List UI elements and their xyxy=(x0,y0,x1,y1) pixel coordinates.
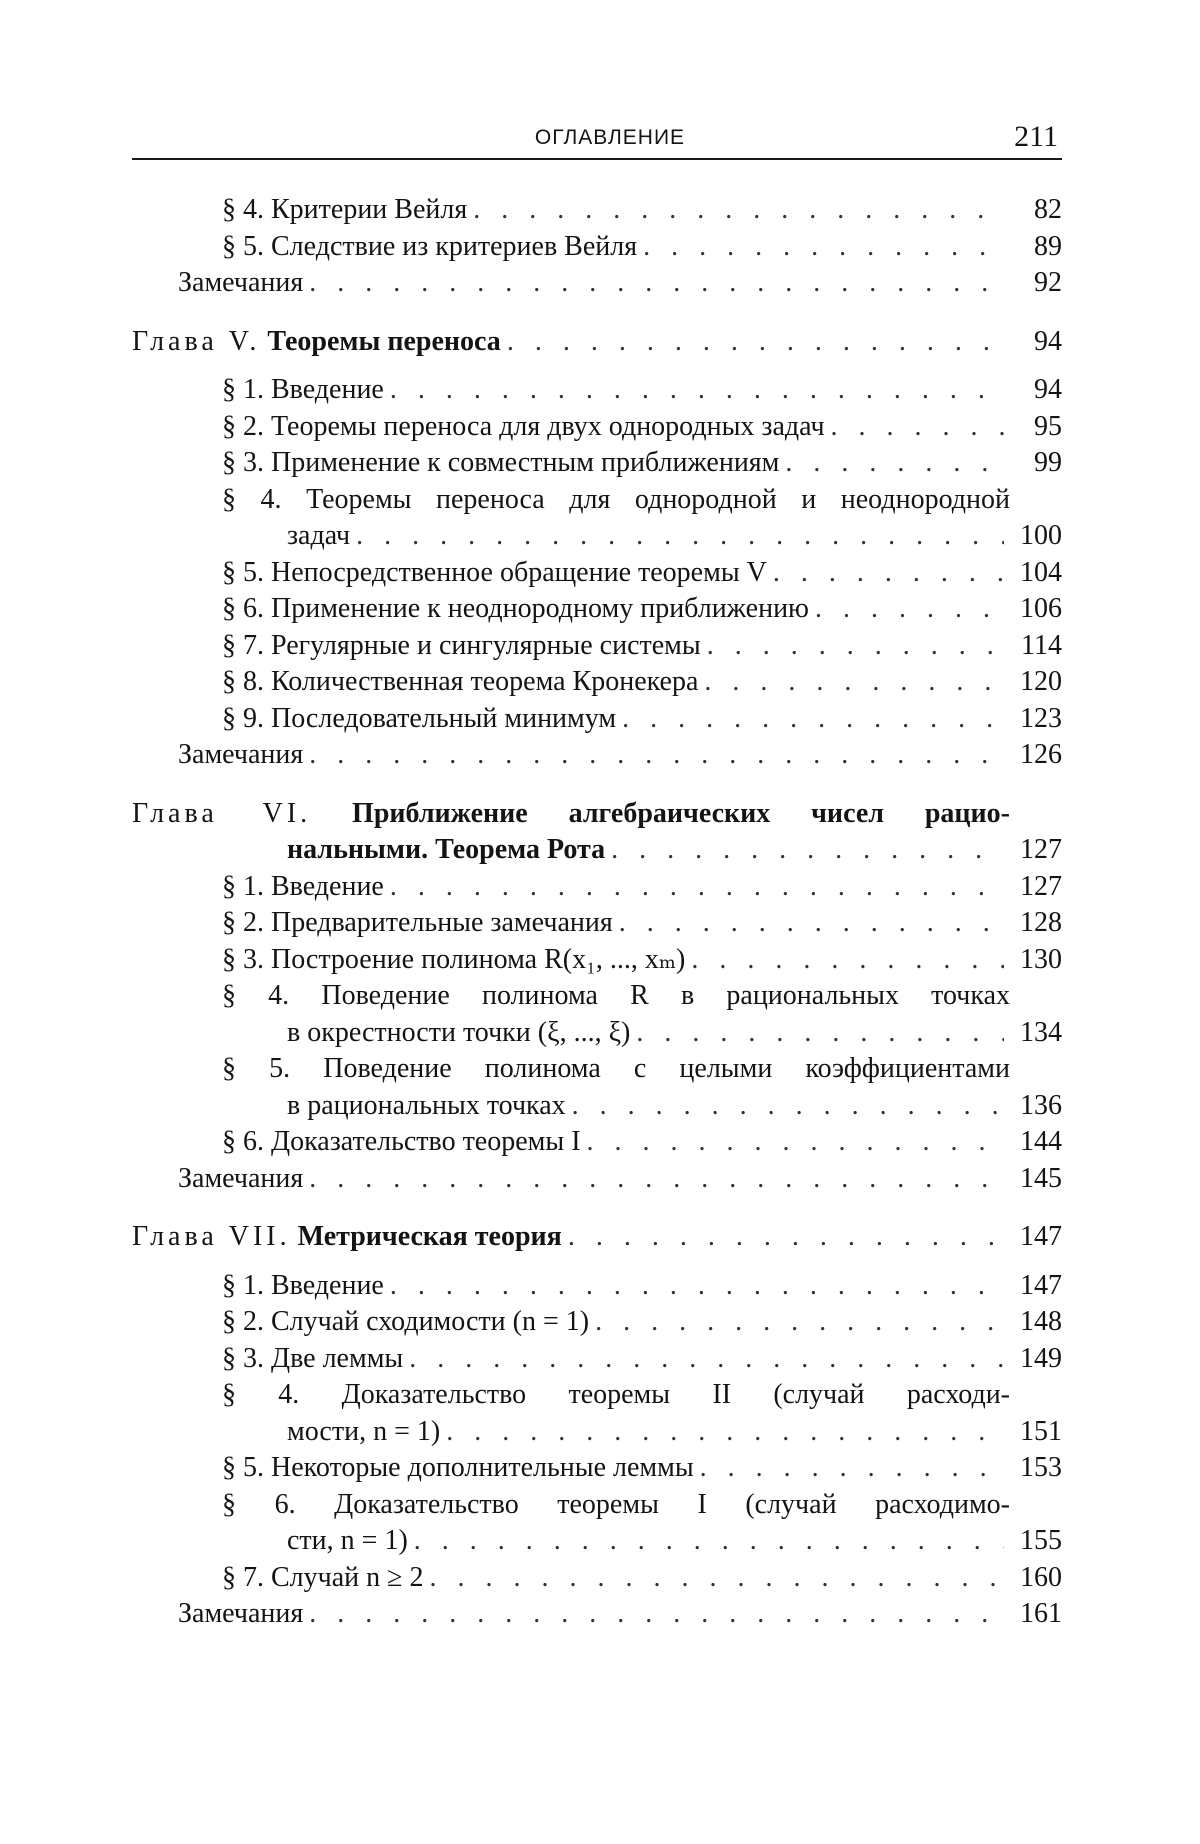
section-title-continuation: в окрестности точки (ξ, ..., ξ) xyxy=(287,1016,631,1048)
toc-entry xyxy=(132,229,1062,266)
toc-remarks-entry xyxy=(132,265,1062,302)
section-number: § 4. xyxy=(222,980,290,1011)
section-number: § 9. xyxy=(222,702,264,734)
section-number: § 8. xyxy=(222,666,264,697)
toc-remarks-entry xyxy=(132,1161,1062,1198)
page-header xyxy=(132,118,1062,162)
toc-remarks-entry xyxy=(132,737,1062,774)
remarks-title: Замечания xyxy=(178,739,304,770)
toc-entry xyxy=(132,942,1062,979)
section-title: Теоремы переноса для двух однородных задач xyxy=(271,410,825,442)
dot-leader xyxy=(831,409,1004,446)
entry-page-number: 99 xyxy=(1034,447,1062,478)
dot-leader xyxy=(622,701,1004,738)
toc-entry xyxy=(132,1377,1062,1414)
entry-page-number: 160 xyxy=(1020,1561,1062,1593)
entry-page-number: 149 xyxy=(1020,1342,1062,1374)
dot-leader xyxy=(309,1161,1004,1198)
section-number: § 3. xyxy=(222,447,264,478)
entry-page-number: 155 xyxy=(1020,1525,1062,1556)
dot-leader xyxy=(390,1268,1004,1305)
section-number: § 1. xyxy=(222,870,264,902)
section-number: § 2. xyxy=(222,1306,264,1337)
toc-chapter-entry xyxy=(132,324,1062,361)
page-header-title: ОГЛАВЛЕНИЕ xyxy=(534,126,686,149)
dot-leader xyxy=(414,1523,1004,1560)
entry-page-number: 94 xyxy=(1034,325,1062,357)
section-title-continuation: мости, n = 1) xyxy=(287,1415,441,1447)
dot-leader xyxy=(430,1560,1004,1597)
dot-leader xyxy=(704,664,1004,701)
dot-leader xyxy=(773,555,1004,592)
toc-entry xyxy=(132,1268,1062,1305)
chapter-label: Глава VII. xyxy=(132,1221,291,1252)
entry-page-number: 89 xyxy=(1034,230,1062,262)
toc-entry xyxy=(132,445,1062,482)
section-number: § 3. xyxy=(222,1342,264,1374)
entry-page-number: 95 xyxy=(1034,410,1062,442)
entry-page-number: 144 xyxy=(1020,1126,1062,1157)
section-title: Последовательный минимум xyxy=(271,702,617,734)
section-title: Предварительные замечания xyxy=(271,907,613,938)
section-number: § 3. xyxy=(222,943,264,975)
section-title: Построение полинома R(x₁, ..., xₘ) xyxy=(271,943,686,975)
entry-page-number: 114 xyxy=(1021,629,1062,661)
entry-page-number: 104 xyxy=(1020,556,1062,588)
section-title-continuation: сти, n = 1) xyxy=(287,1525,408,1556)
toc-entry xyxy=(132,628,1062,665)
toc-entry xyxy=(132,664,1062,701)
dot-leader xyxy=(390,372,1004,409)
entry-page-number: 126 xyxy=(1020,739,1062,770)
dot-leader xyxy=(568,1219,1004,1256)
chapter-title: Приближение алгебраических чисел рацио- xyxy=(352,797,1010,829)
dot-leader xyxy=(619,905,1004,942)
table-of-contents xyxy=(132,192,1062,1633)
section-title: Количественная теорема Кронекера xyxy=(271,666,699,697)
entry-page-number: 128 xyxy=(1020,907,1062,938)
chapter-title: Теоремы переноса xyxy=(267,325,501,357)
dot-leader xyxy=(643,229,1004,266)
dot-leader xyxy=(507,324,1004,361)
toc-entry xyxy=(132,701,1062,738)
dot-leader xyxy=(309,265,1004,302)
dot-leader xyxy=(309,1596,1004,1633)
section-title: Введение xyxy=(271,870,384,902)
section-number: § 1. xyxy=(222,374,264,405)
toc-entry xyxy=(132,192,1062,229)
section-title: Применение к совместным приближениям xyxy=(271,447,780,478)
section-title: Доказательство теоремы II (случай расходи- xyxy=(341,1379,1010,1410)
toc-entry xyxy=(132,1560,1062,1597)
dot-leader xyxy=(595,1304,1004,1341)
toc-entry xyxy=(132,905,1062,942)
dot-leader xyxy=(390,869,1004,906)
section-title: Случай n ≥ 2 xyxy=(271,1561,424,1593)
entry-page-number: 106 xyxy=(1020,593,1062,624)
remarks-title: Замечания xyxy=(178,1162,304,1194)
section-number: § 5. xyxy=(222,1452,264,1483)
section-title: Применение к неоднородному приближению xyxy=(271,593,809,624)
remarks-title: Замечания xyxy=(178,1598,304,1629)
entry-page-number: 100 xyxy=(1020,520,1062,551)
section-title: Введение xyxy=(271,1269,384,1301)
section-title: Случай сходимости (n = 1) xyxy=(271,1306,590,1337)
toc-entry-continuation xyxy=(132,1088,1062,1125)
section-title: Некоторые дополнительные леммы xyxy=(271,1452,694,1483)
entry-page-number: 136 xyxy=(1020,1089,1062,1121)
entry-page-number: 134 xyxy=(1020,1016,1062,1048)
toc-entry xyxy=(132,372,1062,409)
section-title: Поведение полинома с целыми коэффициентами xyxy=(323,1053,1011,1084)
toc-entry xyxy=(132,869,1062,906)
section-title: Регулярные и сингулярные системы xyxy=(271,629,701,661)
section-number: § 4. xyxy=(222,483,282,515)
chapter-title-continuation: нальными. Теорема Рота xyxy=(287,834,606,865)
entry-page-number: 82 xyxy=(1034,194,1062,225)
toc-entry xyxy=(132,1124,1062,1161)
section-number: § 4. xyxy=(222,194,264,225)
entry-page-number: 127 xyxy=(1020,870,1062,902)
toc-entry xyxy=(132,1304,1062,1341)
section-number: § 1. xyxy=(222,1269,264,1301)
entry-page-number: 145 xyxy=(1020,1162,1062,1194)
section-number: § 5. xyxy=(222,230,264,262)
section-title: Доказательство теоремы I (случай расходимо- xyxy=(334,1488,1010,1520)
section-number: § 5. xyxy=(222,556,264,588)
toc-entry xyxy=(132,978,1062,1015)
section-number: § 6. xyxy=(222,1126,264,1157)
dot-leader xyxy=(636,1015,1004,1052)
section-number: § 5. xyxy=(222,1053,291,1084)
dot-leader xyxy=(309,737,1004,774)
entry-page-number: 123 xyxy=(1020,702,1062,734)
dot-leader xyxy=(356,518,1004,555)
entry-page-number: 151 xyxy=(1020,1415,1062,1447)
dot-leader xyxy=(446,1414,1004,1451)
section-number: § 4. xyxy=(222,1379,300,1410)
section-number: § 7. xyxy=(222,629,264,661)
dot-leader xyxy=(587,1124,1004,1161)
toc-entry xyxy=(132,591,1062,628)
dot-leader xyxy=(473,192,1004,229)
toc-entry-continuation xyxy=(132,1523,1062,1560)
dot-leader xyxy=(691,942,1004,979)
section-title: Поведение полинома R в рациональных точках xyxy=(321,980,1010,1011)
section-number: § 6. xyxy=(222,593,264,624)
entry-page-number: 161 xyxy=(1020,1598,1062,1629)
chapter-label: Глава V. xyxy=(132,325,261,357)
entry-page-number: 120 xyxy=(1020,666,1062,697)
section-number: § 2. xyxy=(222,907,264,938)
toc-entry xyxy=(132,555,1062,592)
remarks-title: Замечания xyxy=(178,267,304,298)
header-rule xyxy=(132,158,1062,160)
section-number: § 6. xyxy=(222,1488,296,1520)
chapter-label: Глава VI. xyxy=(132,797,312,829)
chapter-title: Метрическая теория xyxy=(297,1221,562,1252)
section-number: § 2. xyxy=(222,410,264,442)
section-title: Введение xyxy=(271,374,384,405)
section-title-continuation: задач xyxy=(287,520,351,551)
entry-page-number: 94 xyxy=(1034,374,1062,405)
toc-chapter-entry xyxy=(132,796,1062,833)
entry-page-number: 127 xyxy=(1020,834,1062,865)
dot-leader xyxy=(409,1341,1004,1378)
dot-leader xyxy=(700,1450,1004,1487)
toc-entry-continuation xyxy=(132,518,1062,555)
entry-page-number: 148 xyxy=(1020,1306,1062,1337)
page-number: 211 xyxy=(1014,120,1058,153)
section-title-continuation: в рациональных точках xyxy=(287,1089,566,1121)
entry-page-number: 92 xyxy=(1034,267,1062,298)
toc-entry xyxy=(132,1450,1062,1487)
section-number: § 7. xyxy=(222,1561,264,1593)
section-title: Две леммы xyxy=(271,1342,404,1374)
entry-page-number: 147 xyxy=(1020,1269,1062,1301)
dot-leader xyxy=(785,445,1004,482)
entry-page-number: 130 xyxy=(1020,943,1062,975)
section-title: Непосредственное обращение теоремы V xyxy=(271,556,767,588)
entry-page-number: 153 xyxy=(1020,1452,1062,1483)
section-title: Следствие из критериев Вейля xyxy=(271,230,638,262)
toc-chapter-entry xyxy=(132,1219,1062,1256)
entry-page-number: 147 xyxy=(1020,1221,1062,1252)
dot-leader xyxy=(611,832,1004,869)
dot-leader xyxy=(707,628,1004,665)
dot-leader xyxy=(572,1088,1004,1125)
toc-entry xyxy=(132,482,1062,519)
toc-entry xyxy=(132,409,1062,446)
toc-remarks-entry xyxy=(132,1596,1062,1633)
section-title: Критерии Вейля xyxy=(271,194,468,225)
section-title: Теоремы переноса для однородной и неоднородной xyxy=(306,483,1010,515)
toc-entry xyxy=(132,1051,1062,1088)
section-title: Доказательство теоремы I xyxy=(271,1126,581,1157)
toc-chapter-continuation xyxy=(132,832,1062,869)
toc-entry-continuation xyxy=(132,1414,1062,1451)
dot-leader xyxy=(815,591,1004,628)
toc-entry xyxy=(132,1487,1062,1524)
toc-entry xyxy=(132,1341,1062,1378)
toc-entry-continuation xyxy=(132,1015,1062,1052)
